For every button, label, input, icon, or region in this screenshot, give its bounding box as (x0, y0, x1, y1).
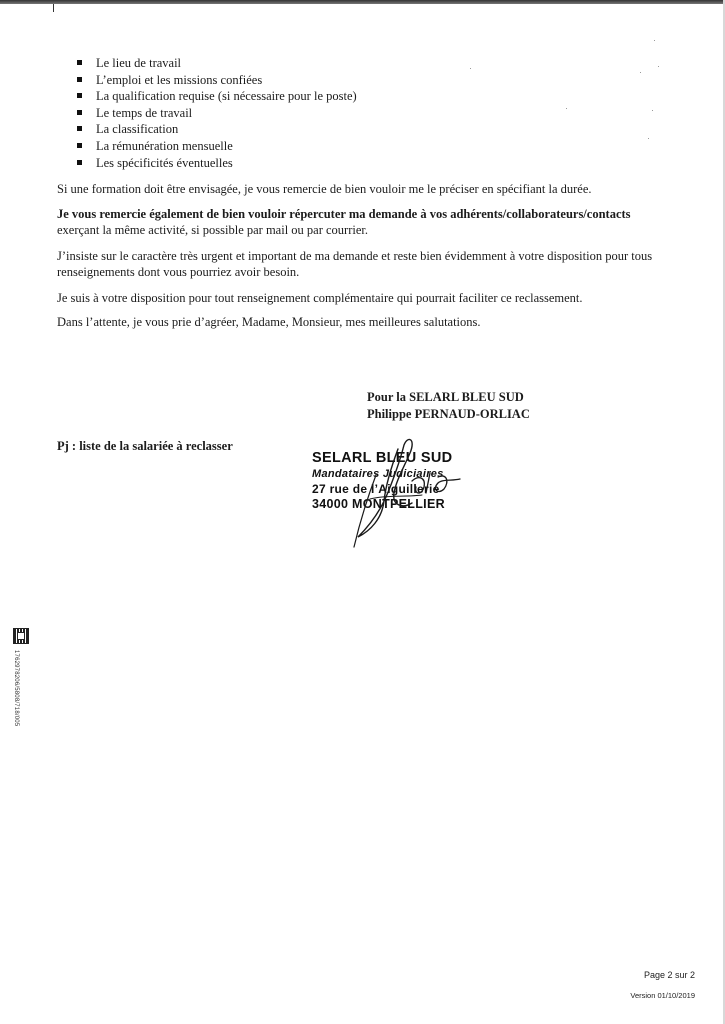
stamp-name: SELARL BLEU SUD (312, 450, 453, 466)
list-item: La qualification requise (si nécessaire pour le poste) (76, 88, 357, 105)
scan-speck (654, 40, 655, 41)
signoff-signatory: Philippe PERNAUD-ORLIAC (367, 406, 530, 421)
forward-request-paragraph (57, 206, 677, 239)
list-item: Les spécificités éventuelles (76, 155, 357, 172)
job-details-list (76, 55, 357, 171)
scan-speck (566, 108, 567, 109)
scan-top-tick (53, 4, 54, 12)
signoff-company: Pour la SELARL BLEU SUD (367, 390, 524, 404)
stamp-street: 27 rue de l’Aiguillerie (312, 482, 440, 496)
attachment-note: Pj : liste de la salariée à reclasser (57, 439, 233, 453)
list-item: L’emploi et les missions confiées (76, 72, 357, 89)
handwritten-signature (300, 435, 500, 555)
list-item: Le lieu de travail (76, 55, 357, 72)
list-item: Le temps de travail (76, 105, 357, 122)
scan-speck (470, 68, 471, 69)
scan-speck (652, 110, 653, 111)
scan-speck (658, 66, 659, 67)
closing-paragraph: Dans l’attente, je vous prie d’agréer, Madame, Monsieur, mes meilleures salutations. (57, 315, 481, 329)
list-item: La rémunération mensuelle (76, 138, 357, 155)
scan-top-border (0, 0, 725, 4)
forward-request-bold: Je vous remercie également de bien vouloir répercuter ma demande à vos adhérents/collaborateurs/contacts (57, 207, 631, 221)
availability-paragraph: Je suis à votre disposition pour tout renseignement complémentaire qui pourrait faciliter ce reclassement. (57, 291, 583, 305)
forward-request-rest: exerçant la même activité, si possible par mail ou par courrier. (57, 223, 368, 238)
version-label: Version 01/10/2019 (630, 991, 695, 1000)
scan-speck (648, 138, 649, 139)
document-barcode-icon (13, 628, 29, 644)
list-item: La classification (76, 121, 357, 138)
urgent-paragraph: J’insiste sur le caractère très urgent et important de ma demande et reste bien évidemment à votre disposition pour tous renseignements dont vous pourriez avoir besoin. (57, 249, 653, 280)
stamp-city: 34000 MONTPELLIER (312, 497, 445, 511)
page-number: Page 2 sur 2 (643, 970, 695, 980)
stamp-role: Mandataires Judiciaires (312, 468, 444, 480)
scan-speck (640, 72, 641, 73)
training-paragraph: Si une formation doit être envisagée, je vous remercie de bien vouloir me le préciser en spécifiant la durée. (57, 182, 592, 196)
signoff-block (367, 389, 530, 422)
document-tracking-code: 1762978206/5808/718/005 (13, 650, 19, 727)
